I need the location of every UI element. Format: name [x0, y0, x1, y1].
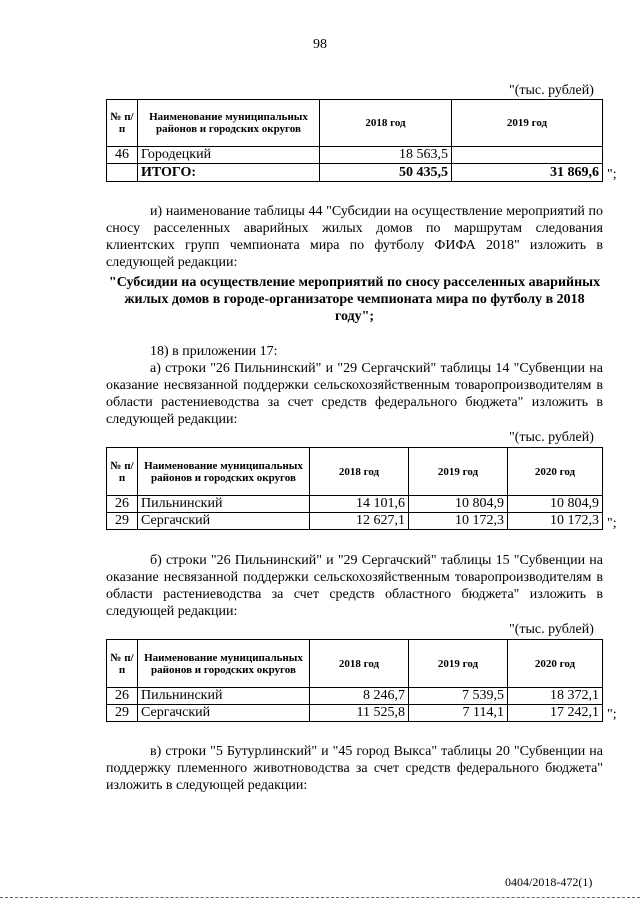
table-44-new-title: "Субсидии на осуществление мероприятий по сносу расселенных аварийных жилых домов в городе-организаторе чемпионата мира по футболу в 2018 году"; [108, 275, 601, 324]
table-row: 29 Сергачский 11 525,8 7 114,1 17 242,1 [107, 705, 603, 722]
page-edge-divider [0, 897, 640, 898]
item-18: 18) в приложении 17: [150, 344, 278, 359]
table-row: 26 Пильнинский 8 246,7 7 539,5 18 372,1 [107, 688, 603, 705]
paragraph-b: б) строки "26 Пильнинский" и "29 Сергачский" таблицы 15 "Субвенции на оказание несвязанной поддержки сельскохозяйственным товаропроизводителям в области растениеводства за счет средств областного бюджета" изложить в следующей редакции: [106, 553, 603, 619]
table-row: 26 Пильнинский 14 101,6 10 804,9 10 804,9 [107, 496, 603, 513]
close-quote-3: "; [607, 707, 617, 722]
paragraph-i: и) наименование таблицы 44 "Субсидии на осуществление мероприятий по сносу расселенных аварийных жилых домов по маршрутам следования клиентских групп чемпионата мира по футболу ФИФА 2018" изложить в следующей редакции: [106, 204, 603, 270]
col-header-no: № п/п [107, 100, 138, 147]
table-row: 29 Сергачский 12 627,1 10 172,3 10 172,3 [107, 513, 603, 530]
table-row: 46 Городецкий 18 563,5 [107, 147, 603, 164]
table-15-rows: № п/п Наименование муниципальных районов и городских округов 2018 год 2019 год 2020 год 26 Пильнинский 8 246,7 7 539,5 18 372,1 29 Сергачский 11 525,8 7 114,1 17 242,1 [106, 639, 603, 722]
units-label-2: "(тыс. рублей) [509, 430, 594, 445]
table-44-ending [106, 99, 603, 182]
close-quote-1: "; [607, 167, 617, 182]
col-header-2019: 2019 год [452, 100, 603, 147]
table-14-rows: № п/п Наименование муниципальных районов и городских округов 2018 год 2019 год 2020 год 26 Пильнинский 14 101,6 10 804,9 10 804,9 29 Сергачский 12 627,1 10 172,3 10 172,3 [106, 447, 603, 530]
units-label-1: "(тыс. рублей) [509, 83, 594, 98]
close-quote-2: "; [607, 516, 617, 531]
document-code: 0404/2018-472(1) [505, 875, 593, 889]
col-header-2018: 2018 год [320, 100, 452, 147]
total-row: ИТОГО: 50 435,5 31 869,6 [107, 164, 603, 182]
units-label-3: "(тыс. рублей) [509, 622, 594, 637]
page-number: 98 [313, 37, 327, 52]
paragraph-v: в) строки "5 Бутурлинский" и "45 город Выкса" таблицы 20 "Субвенции на поддержку племенного животноводства за счет средств федерального бюджета" изложить в следующей редакции: [106, 744, 603, 793]
paragraph-a: а) строки "26 Пильнинский" и "29 Сергачский" таблицы 14 "Субвенции на оказание несвязанной поддержки сельскохозяйственным товаропроизводителям в области растениеводства за счет средств федерального бюджета" изложить в следующей редакции: [106, 361, 603, 427]
col-header-name: Наименование муниципальных районов и городских округов [138, 100, 320, 147]
